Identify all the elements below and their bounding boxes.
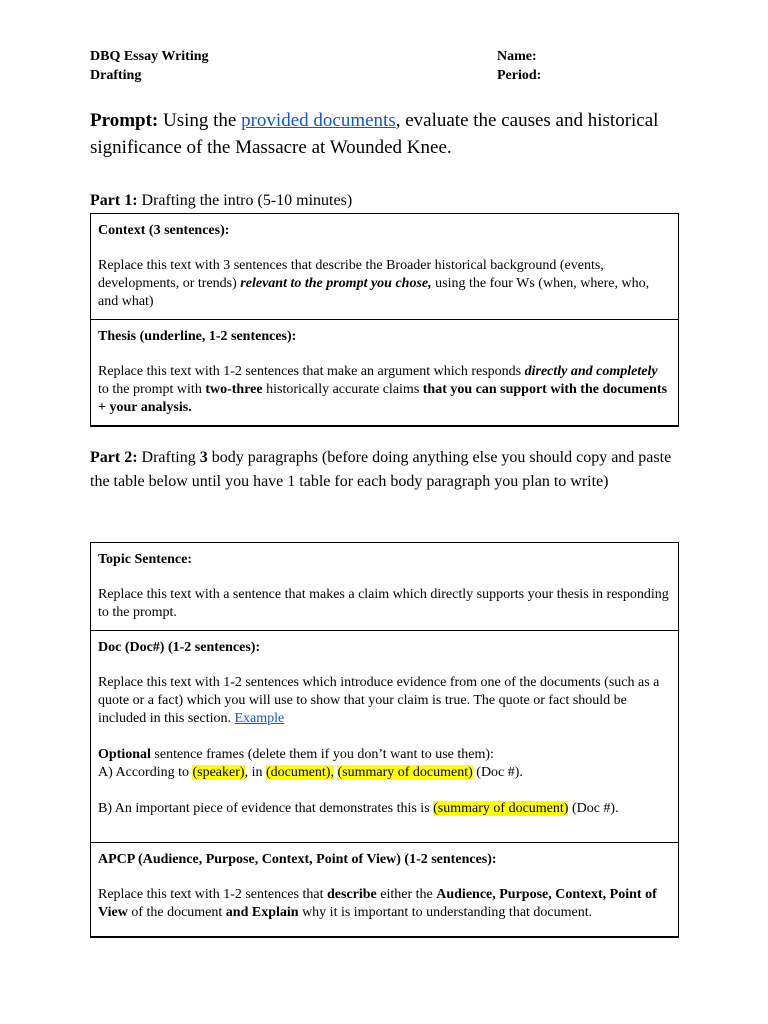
frame-a-summary: (summary of document) bbox=[337, 765, 473, 780]
context-row bbox=[91, 214, 679, 320]
part2-text-2: body paragraphs (before doing anything else you should copy and paste the table below until you have 1 table for each body paragraph you plan to write) bbox=[90, 449, 672, 490]
frame-b-text-1: B) An important piece of evidence that demonstrates this is bbox=[98, 801, 434, 816]
frame-b-summary: (summary of document) bbox=[433, 801, 569, 816]
context-body-text-2: using the four Ws (when, where, who, and what) bbox=[98, 276, 650, 309]
name-label: Name: bbox=[497, 49, 537, 64]
frame-a-document: (document), bbox=[265, 765, 334, 780]
intro-table bbox=[90, 213, 679, 427]
doc-cell-spacer bbox=[98, 818, 671, 834]
period-label: Period: bbox=[497, 68, 542, 83]
part1-heading bbox=[90, 189, 352, 213]
stage-title: Drafting bbox=[90, 68, 142, 83]
thesis-body-bold-1: two-three bbox=[205, 382, 263, 397]
frame-a-speaker: (speaker) bbox=[192, 765, 245, 780]
optional-text: sentence frames (delete them if you don’t want to use them): bbox=[150, 747, 494, 762]
apcp-cell-spacer bbox=[98, 922, 671, 928]
part1-label: Part 1: bbox=[90, 192, 138, 209]
apcp-body-bold-3: and Explain bbox=[225, 905, 299, 920]
prompt-label: Prompt: bbox=[90, 110, 159, 131]
thesis-body bbox=[98, 363, 671, 417]
apcp-body-text-2: either the bbox=[376, 887, 437, 902]
thesis-body-text: Replace this text with 1-2 sentences that make an argument which responds bbox=[98, 364, 525, 379]
frame-a-text-4: (Doc #). bbox=[472, 765, 523, 780]
topic-cell[interactable] bbox=[91, 543, 679, 631]
prompt-text-before: Using the bbox=[158, 110, 242, 131]
part2-number: 3 bbox=[199, 449, 208, 466]
header-right bbox=[497, 47, 541, 85]
doc-cell[interactable] bbox=[91, 631, 679, 843]
apcp-heading: APCP (Audience, Purpose, Context, Point of View) (1-2 sentences): bbox=[98, 852, 497, 867]
part2-heading bbox=[90, 446, 680, 494]
frame-b-text-2: (Doc #). bbox=[568, 801, 619, 816]
apcp-body-text-3: of the document bbox=[127, 905, 226, 920]
thesis-body-bold-2: that you can support with the documents + your analysis. bbox=[98, 382, 668, 415]
frame-b bbox=[98, 800, 671, 818]
apcp-body-text-4: why it is important to understanding that document. bbox=[298, 905, 593, 920]
topic-row bbox=[91, 543, 679, 631]
apcp-body-bold-2: Audience, Purpose, Context, Point of View bbox=[98, 887, 657, 920]
thesis-body-emphasis: directly and completely bbox=[524, 364, 658, 379]
thesis-body-text-3: historically accurate claims bbox=[262, 382, 423, 397]
context-body-text: Replace this text with 3 sentences that describe the Broader historical background (events, developments, or trends) bbox=[98, 258, 604, 291]
apcp-cell[interactable] bbox=[91, 843, 679, 938]
apcp-body bbox=[98, 886, 671, 922]
prompt-paragraph bbox=[90, 107, 690, 161]
thesis-row bbox=[91, 320, 679, 427]
apcp-body-bold-1: describe bbox=[327, 887, 377, 902]
header-left bbox=[90, 47, 209, 85]
provided-documents-link[interactable]: provided documents bbox=[241, 110, 396, 131]
doc-body-text: Replace this text with 1-2 sentences which introduce evidence from one of the documents (such as a quote or a fact) which you will use to show that your claim is true. The quote or fact should be included in this section. bbox=[98, 675, 660, 726]
frame-a-text-1: A) According to bbox=[98, 765, 193, 780]
topic-body: Replace this text with a sentence that makes a claim which directly supports your thesis in responding to the prompt. bbox=[98, 587, 669, 620]
part2-label: Part 2: bbox=[90, 449, 138, 466]
apcp-row bbox=[91, 843, 679, 938]
apcp-body-text-1: Replace this text with 1-2 sentences that bbox=[98, 887, 327, 902]
frame-a-text-2: , in bbox=[244, 765, 266, 780]
example-link[interactable]: Example bbox=[234, 711, 285, 726]
doc-row bbox=[91, 631, 679, 843]
context-cell[interactable] bbox=[91, 214, 679, 320]
thesis-body-text-2: to the prompt with bbox=[98, 382, 206, 397]
prompt-text-after: , evaluate the causes and historical significance of the Massacre at Wounded Knee. bbox=[90, 110, 659, 158]
body-paragraph-table bbox=[90, 542, 679, 938]
optional-frames-intro bbox=[98, 746, 671, 764]
doc-heading: Doc (Doc#) (1-2 sentences): bbox=[98, 640, 261, 655]
frame-a bbox=[98, 764, 671, 782]
context-heading: Context (3 sentences): bbox=[98, 223, 230, 238]
thesis-heading: Thesis (underline, 1-2 sentences): bbox=[98, 329, 297, 344]
topic-heading: Topic Sentence: bbox=[98, 552, 192, 567]
course-title: DBQ Essay Writing bbox=[90, 49, 209, 64]
optional-label: Optional bbox=[98, 747, 151, 762]
thesis-cell[interactable] bbox=[91, 320, 679, 427]
part2-text-1: Drafting bbox=[137, 449, 200, 466]
part1-title: Drafting the intro (5-10 minutes) bbox=[137, 192, 353, 209]
context-body-emphasis: relevant to the prompt you chose, bbox=[240, 276, 432, 291]
context-body bbox=[98, 257, 671, 311]
doc-body bbox=[98, 674, 671, 728]
